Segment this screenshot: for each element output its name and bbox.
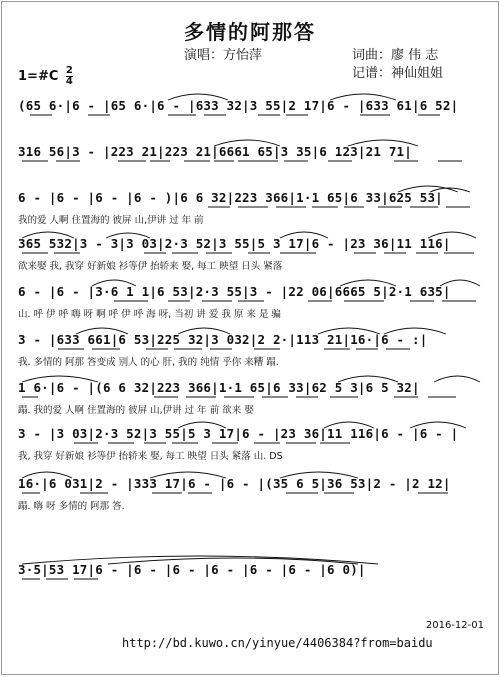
time-signature (66, 66, 73, 87)
sheet-music-page (1, 1, 499, 675)
notation-line: 3 - |633 661|6 53|225 32|3 032|2 2·|113 21|16·|6 - :| (18, 332, 428, 347)
score-row (18, 558, 484, 604)
time-signature-bottom: 4 (65, 76, 73, 87)
score-row (18, 472, 484, 518)
notation-line: 3·5|53 17|6 - |6 - |6 - |6 - |6 - |6 - |6 0)| (18, 562, 366, 577)
score-row (18, 232, 484, 278)
transcriber-credit: 记谱：神仙姐姐 (352, 66, 444, 81)
underline-marks (18, 578, 484, 584)
key-signature (18, 66, 73, 87)
lyrics-line: 我. 多情的 阿那 答变成 别人 的心 肝, 我的 纯情 乎你 来糟 蹋. (18, 357, 279, 368)
score-row (18, 422, 484, 468)
publish-date: 2016-12-01 (425, 620, 484, 631)
score-row (18, 280, 484, 326)
lyricist-composer-credit: 词曲：廖 伟 志 (352, 48, 439, 63)
singer-credit: 演唱：方怡萍 (184, 48, 263, 63)
notation-line: 16·|6 031|2 - |333 17|6 - |6 - |(35 6 5|36 53|2 - |2 12| (18, 476, 451, 491)
song-title: 多情的阿那答 (184, 20, 316, 44)
notation-line: 6 - |6 - |3·6 1 1|6 53|2·3 55|3 - |22 06|6665 5|2·1 635| (18, 284, 451, 299)
notation-line: 365 532|3 - 3|3 03|2·3 52|3 55|5 3 17|6 - |23 36|11 116| (18, 236, 451, 251)
source-url: http://bd.kuwo.cn/yinyue/4406384?from=baidu (122, 636, 433, 650)
notation-line: 6 - |6 - |6 - |6 - )|6 6 32|223 366|1·1 65|6 33|625 53| (18, 190, 443, 205)
lyrics-line: 蹋. 嗨 呀 多情的 阿那 答. (18, 501, 125, 512)
lyrics-line: 我的爱 人啊 住置海的 彼屏 山,伊讲 过 年 前 (18, 215, 204, 226)
lyrics-line: 我, 我穿 好新娘 衫等伊 抬轿来 娶, 每工 映望 日头 紧落 山. DS (18, 451, 283, 462)
time-signature-top: 2 (65, 65, 73, 76)
lyrics-line: 山. 呼 伊 呼 嗨 呀 啊 呼 伊 呼 海 呀, 当初 讲 爱 我 原 来 是 骗 (18, 309, 281, 320)
notation-line: 316 56|3 - |223 21|223 21|6661 65|3 35|6 123|21 71| (18, 144, 413, 159)
lyrics-line: 蹋. 我的爱 人啊 住置海的 彼屏 山,伊讲 过 年 前 欲来 娶 (18, 405, 254, 416)
lyrics-line: 欲来娶 我, 我穿 好新娘 衫等伊 抬轿来 娶, 每工 映望 日头 紧落 (18, 261, 283, 272)
notation-line: (65 6·|6 - |65 6·|6 - |633 32|3 55|2 17|6 - |633 61|6 52| (18, 98, 459, 113)
notation-line: 1 6·|6 - |(6 6 32|223 366|1·1 65|6 33|62 5 3|6 5 32| (18, 380, 420, 395)
underline-marks (18, 114, 484, 120)
underline-marks (18, 160, 484, 166)
notation-line: 3 - |3 03|2·3 52|3 55|5 3 17|6 - |23 36|11 116|6 - |6 - | (18, 426, 459, 441)
score-row (18, 328, 484, 374)
key-text: 1=#C (18, 69, 59, 84)
